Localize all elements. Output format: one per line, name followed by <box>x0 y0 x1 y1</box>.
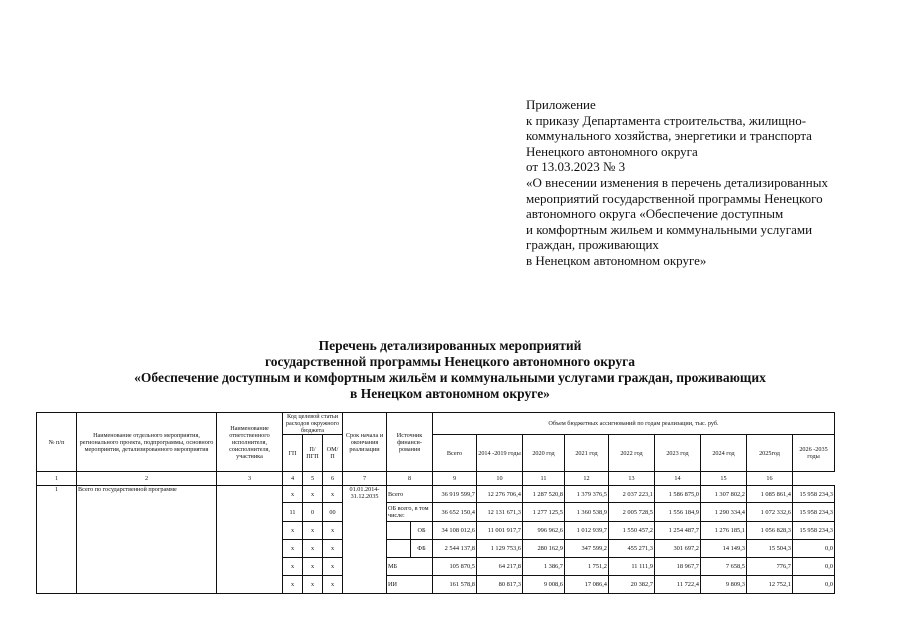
appendix-line: от 13.03.2023 № 3 <box>526 159 626 175</box>
header-y2026: 2026 -2035 годы <box>793 435 835 472</box>
value-cell: 455 271,3 <box>609 540 655 558</box>
pgp-cell: х <box>303 576 323 594</box>
header-pgp: П/ ПГП <box>303 435 323 472</box>
value-cell: 1 550 457,2 <box>609 522 655 540</box>
value-cell: 1 056 828,3 <box>747 522 793 540</box>
gp-cell: х <box>283 576 303 594</box>
header-source: Источник финанси- рования <box>387 413 433 472</box>
appendix-line: Приложение <box>526 97 596 112</box>
header-total: Всего <box>433 435 477 472</box>
header-volume-group: Объем бюджетных ассигнований по годам реализации, тыс. руб. <box>433 413 835 435</box>
value-cell: 1 254 487,7 <box>655 522 701 540</box>
header-row-1 <box>37 413 835 435</box>
value-cell: 64 217,8 <box>477 558 523 576</box>
appendix-line: коммунального хозяйства, энергетики и транспорта <box>526 128 812 144</box>
title-line: в Ненецком автономном округе» <box>350 386 550 401</box>
colnum-cell: 11 <box>523 472 565 486</box>
om-cell: х <box>323 540 343 558</box>
value-cell: 12 131 671,3 <box>477 503 523 522</box>
om-cell: х <box>323 576 343 594</box>
value-cell: 2 544 137,8 <box>433 540 477 558</box>
colnum-cell: 1 <box>37 472 77 486</box>
pgp-cell: 0 <box>303 503 323 522</box>
value-cell: 11 722,4 <box>655 576 701 594</box>
colnum-cell: 8 <box>387 472 433 486</box>
measures-table <box>36 412 835 594</box>
source-cell: МБ <box>387 558 433 576</box>
value-cell: 1 085 861,4 <box>747 486 793 503</box>
appendix-block <box>526 97 886 269</box>
pgp-cell: х <box>303 522 323 540</box>
value-cell: 17 086,4 <box>565 576 609 594</box>
source-cell <box>387 540 411 558</box>
title-line: «Обеспечение доступным и комфортным жильём и коммунальными услугами граждан, проживающих <box>134 370 766 385</box>
value-cell: 1 012 939,7 <box>565 522 609 540</box>
header-term: Срок начала и окончания реализации <box>343 413 387 472</box>
appendix-line: Ненецкого автономного округа <box>526 143 698 159</box>
value-cell: 11 001 917,7 <box>477 522 523 540</box>
colnum-cell: 2 <box>77 472 217 486</box>
value-cell: 7 658,5 <box>701 558 747 576</box>
row-term: 01.01.2014- 31.12.2035 <box>343 486 387 594</box>
header-num: № п/п <box>37 413 77 472</box>
value-cell: 12 752,1 <box>747 576 793 594</box>
value-cell: 20 382,7 <box>609 576 655 594</box>
value-cell: 2 005 728,5 <box>609 503 655 522</box>
header-y2025: 2025год <box>747 435 793 472</box>
header-y2014: 2014 -2019 годы <box>477 435 523 472</box>
value-cell: 1 072 332,6 <box>747 503 793 522</box>
value-cell: 34 108 012,6 <box>433 522 477 540</box>
value-cell: 1 556 184,9 <box>655 503 701 522</box>
value-cell: 0,0 <box>793 576 835 594</box>
value-cell: 347 599,2 <box>565 540 609 558</box>
appendix-line: в Ненецком автономном округе» <box>526 252 707 268</box>
appendix-line: к приказу Департамента строительства, жилищно- <box>526 112 807 128</box>
value-cell: 18 967,7 <box>655 558 701 576</box>
source-cell <box>387 522 411 540</box>
header-gp: ГП <box>283 435 303 472</box>
appendix-line: граждан, проживающих <box>526 237 659 253</box>
colnum-cell: 14 <box>655 472 701 486</box>
value-cell: 1 307 802,2 <box>701 486 747 503</box>
value-cell: 1 290 334,4 <box>701 503 747 522</box>
row-number: 1 <box>37 486 77 594</box>
header-code-group: Код целевой статьи расходов окружного бюджета <box>283 413 343 435</box>
column-number-row <box>37 472 835 486</box>
value-cell: 15 958 234,3 <box>793 486 835 503</box>
value-cell: 776,7 <box>747 558 793 576</box>
header-executor: Наименование ответственного исполнителя, соисполнителя, участника <box>217 413 283 472</box>
value-cell: 36 919 599,7 <box>433 486 477 503</box>
title-line: государственной программы Ненецкого автономного округа <box>264 354 636 369</box>
value-cell: 9 008,6 <box>523 576 565 594</box>
pgp-cell: х <box>303 486 323 503</box>
colnum-cell: 13 <box>609 472 655 486</box>
gp-cell: х <box>283 558 303 576</box>
subsource-cell: ОБ <box>411 522 433 540</box>
value-cell: 9 809,3 <box>701 576 747 594</box>
value-cell: 1 751,2 <box>565 558 609 576</box>
value-cell: 2 037 223,1 <box>609 486 655 503</box>
om-cell: 00 <box>323 503 343 522</box>
om-cell: х <box>323 558 343 576</box>
value-cell: 105 870,5 <box>433 558 477 576</box>
value-cell: 36 652 150,4 <box>433 503 477 522</box>
row-name: Всего по государственной программе <box>77 486 217 594</box>
colnum-cell: 5 <box>303 472 323 486</box>
gp-cell: х <box>283 486 303 503</box>
value-cell: 1 129 753,6 <box>477 540 523 558</box>
value-cell: 15 958 234,3 <box>793 503 835 522</box>
value-cell: 161 578,8 <box>433 576 477 594</box>
value-cell: 15 958 234,3 <box>793 522 835 540</box>
pgp-cell: х <box>303 558 323 576</box>
table-row <box>37 486 835 503</box>
colnum-cell: 15 <box>701 472 747 486</box>
appendix-line: «О внесении изменения в перечень детализированных <box>526 174 828 190</box>
appendix-line: автономного округа «Обеспечение доступным <box>526 206 784 222</box>
header-y2021: 2021 год <box>565 435 609 472</box>
om-cell: х <box>323 486 343 503</box>
appendix-line: мероприятий государственной программы Ненецкого <box>526 190 823 206</box>
value-cell: 80 817,3 <box>477 576 523 594</box>
colnum-cell: 3 <box>217 472 283 486</box>
value-cell: 1 379 376,5 <box>565 486 609 503</box>
header-y2020: 2020 год <box>523 435 565 472</box>
om-cell: х <box>323 522 343 540</box>
header-y2024: 2024 год <box>701 435 747 472</box>
value-cell: 15 504,3 <box>747 540 793 558</box>
value-cell: 1 386,7 <box>523 558 565 576</box>
gp-cell: х <box>283 522 303 540</box>
header-name: Наименование отдельного мероприятия, регионального проекта, подпрограммы, основного мероприятия, детализированного мероприятия <box>77 413 217 472</box>
value-cell: 14 149,3 <box>701 540 747 558</box>
appendix-line: и комфортным жильем и коммунальными услугами <box>526 221 813 237</box>
value-cell: 11 111,9 <box>609 558 655 576</box>
title-line: Перечень детализированных мероприятий <box>318 338 582 353</box>
value-cell: 280 162,9 <box>523 540 565 558</box>
document-title <box>40 338 860 402</box>
row-executor <box>217 486 283 594</box>
header-om: ОМ/ П <box>323 435 343 472</box>
colnum-cell: 12 <box>565 472 609 486</box>
colnum-cell: 10 <box>477 472 523 486</box>
value-cell: 12 276 706,4 <box>477 486 523 503</box>
value-cell: 1 276 185,1 <box>701 522 747 540</box>
subsource-cell: ФБ <box>411 540 433 558</box>
value-cell: 301 697,2 <box>655 540 701 558</box>
header-y2023: 2023 год <box>655 435 701 472</box>
value-cell: 1 277 125,5 <box>523 503 565 522</box>
pgp-cell: х <box>303 540 323 558</box>
value-cell: 0,0 <box>793 558 835 576</box>
gp-cell: 11 <box>283 503 303 522</box>
colnum-cell: 4 <box>283 472 303 486</box>
value-cell: 1 287 520,8 <box>523 486 565 503</box>
header-y2022: 2022 год <box>609 435 655 472</box>
colnum-cell: 16 <box>747 472 793 486</box>
source-cell: Всего <box>387 486 433 503</box>
source-cell: ИИ <box>387 576 433 594</box>
colnum-cell: 6 <box>323 472 343 486</box>
colnum-cell: 9 <box>433 472 477 486</box>
colnum-cell: 7 <box>343 472 387 486</box>
source-cell: ОБ всего, в том числе: <box>387 503 433 522</box>
value-cell: 1 360 538,9 <box>565 503 609 522</box>
gp-cell: х <box>283 540 303 558</box>
value-cell: 0,0 <box>793 540 835 558</box>
value-cell: 1 586 875,0 <box>655 486 701 503</box>
value-cell: 996 962,6 <box>523 522 565 540</box>
